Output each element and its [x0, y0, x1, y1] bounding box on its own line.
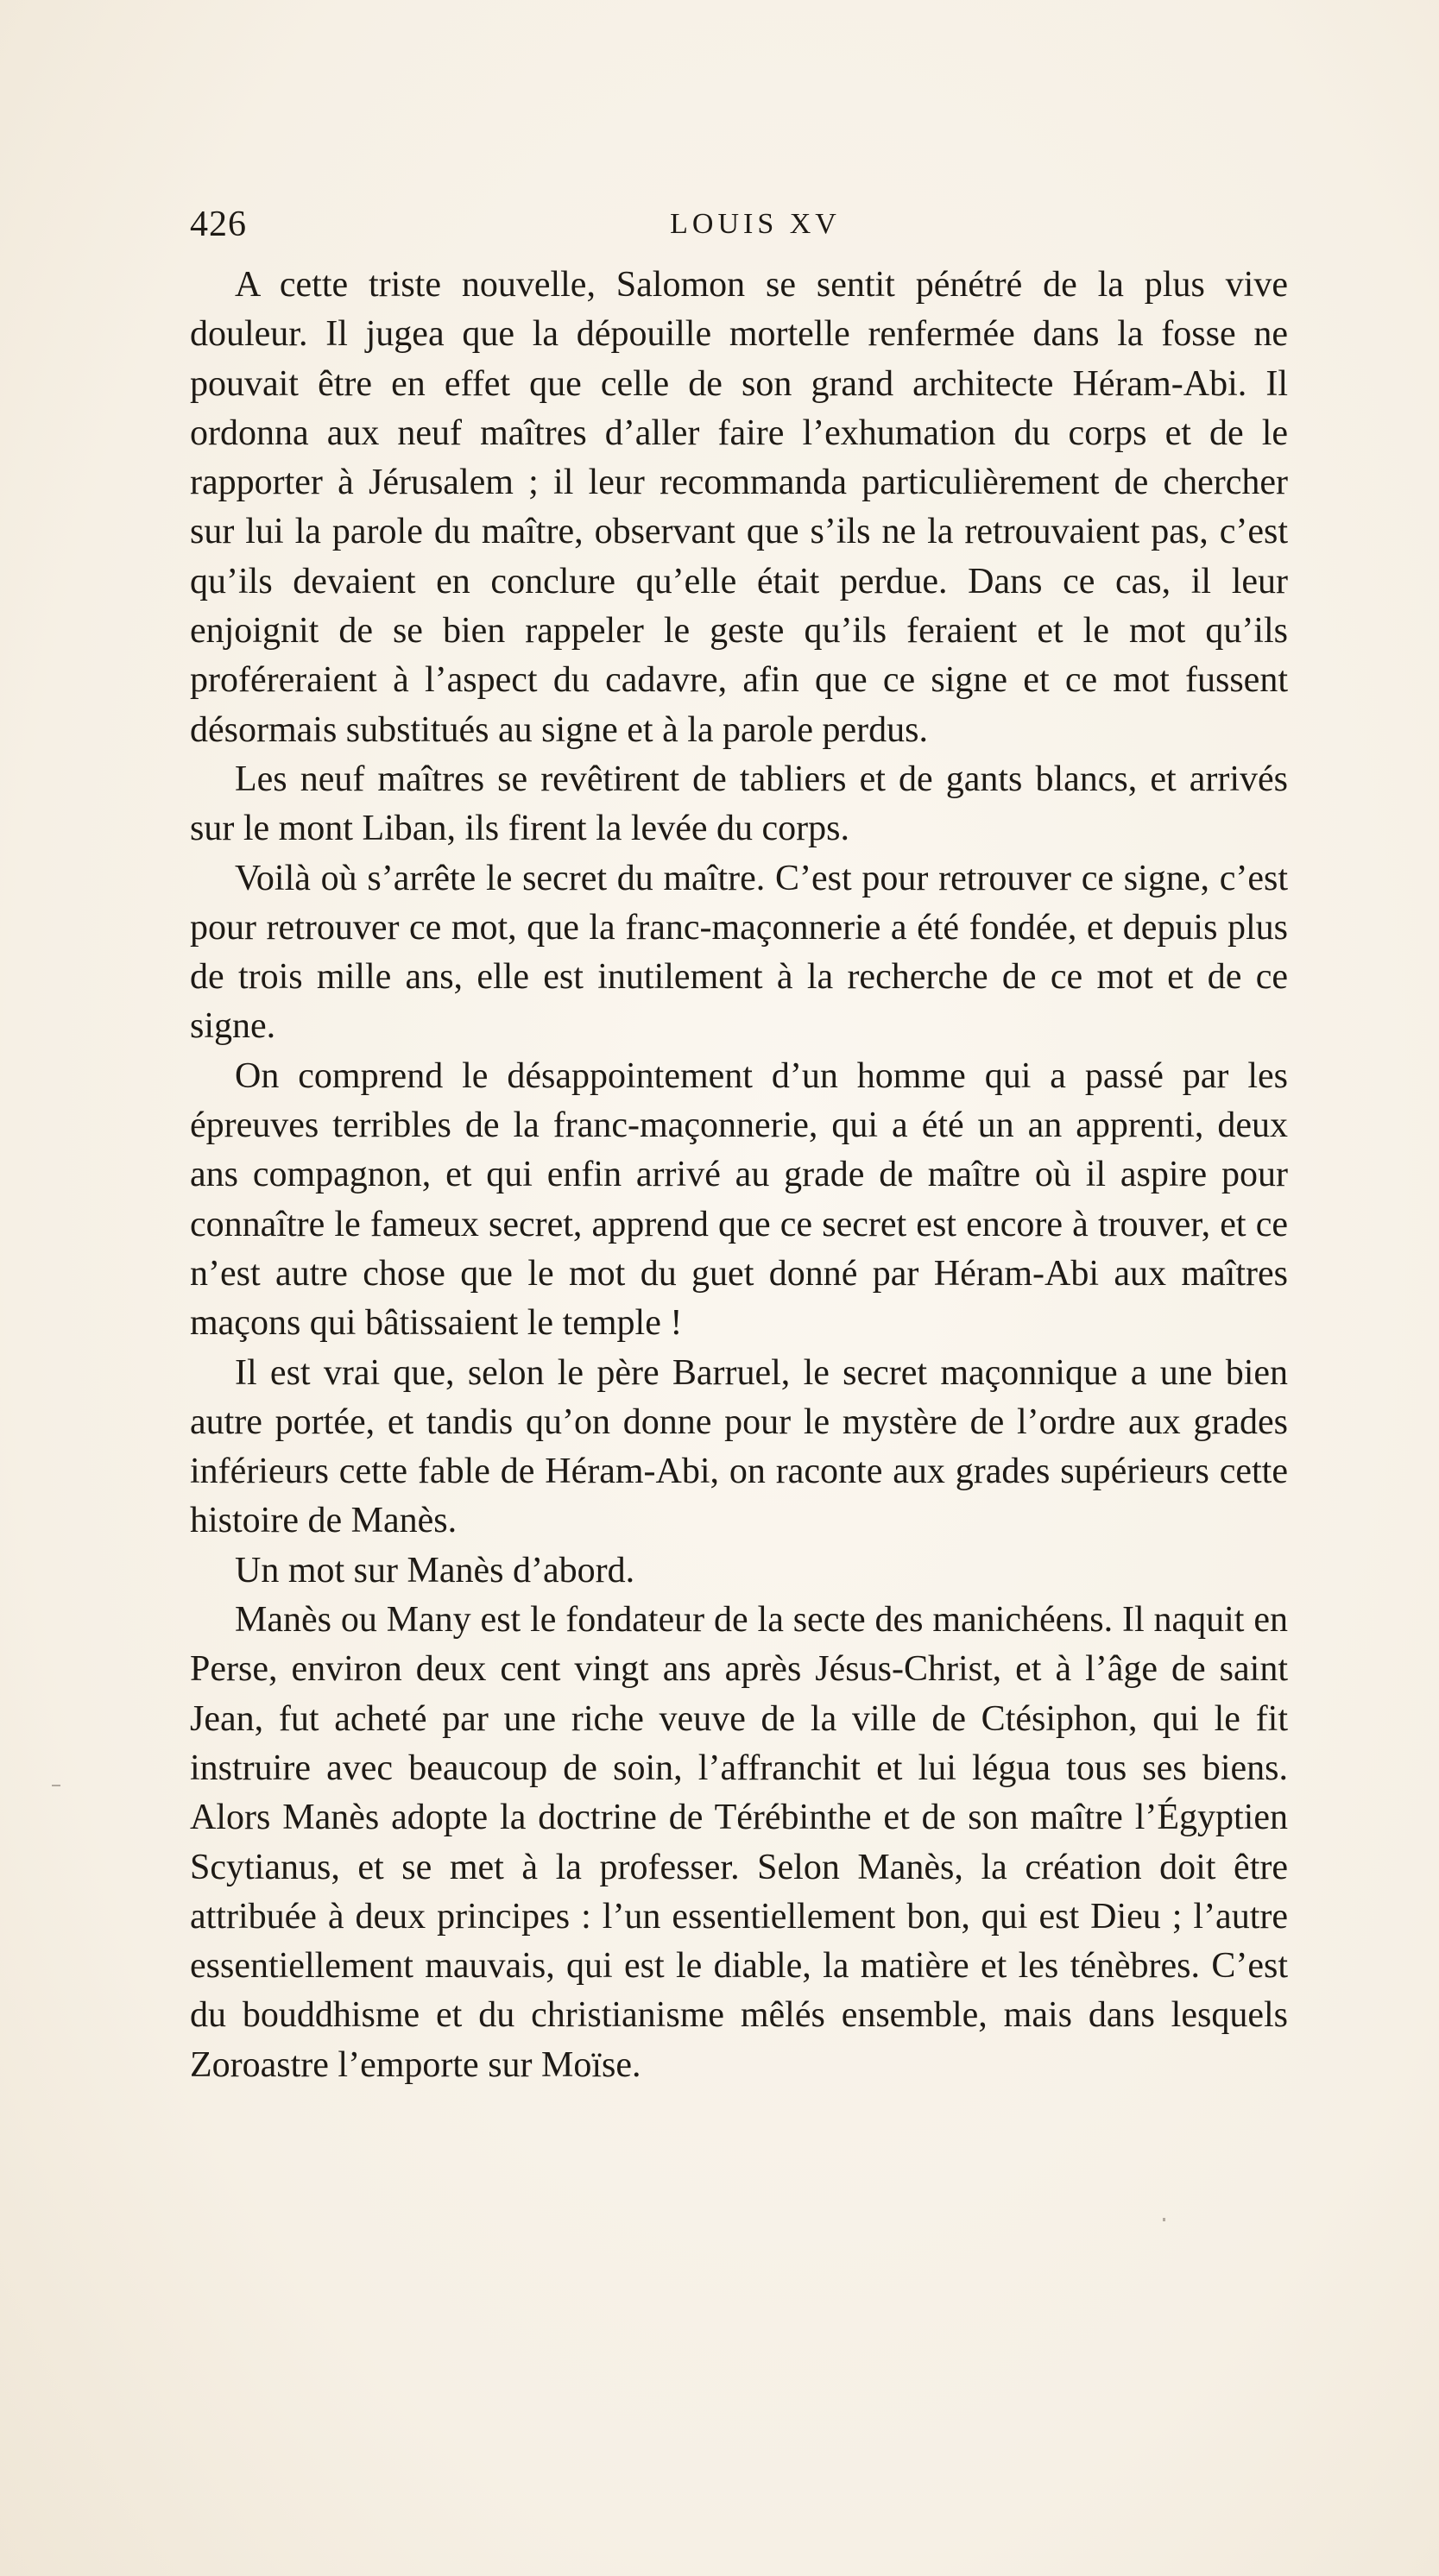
margin-speck — [1163, 2218, 1165, 2221]
paragraph: Manès ou Many est le fondateur de la secte des manichéens. Il naquit en Perse, environ deux cent vingt ans après Jésus-Christ, et à l’âge de saint Jean, fut acheté par une riche veuve de la ville de Ctésiphon, qui le fit instruire avec beaucoup de soin, l’affranchit et lui légua tous ses biens. Alors Manès adopte la doctrine de Térébinthe et de son maître l’Égyptien Scytianus, et se met à la professer. Selon Manès, la création doit être attribuée à deux principes : l’un essentiellement bon, qui est Dieu ; l’autre essentiellement mauvais, qui est le diable, la matière et les ténèbres. C’est du bouddhisme et du christianisme mêlés ensemble, mais dans lesquels Zoroastre l’emporte sur Moïse. — [190, 1600, 1288, 2085]
paragraph: Voilà où s’arrête le secret du maître. C’est pour retrouver ce signe, c’est pour retrouver ce mot, que la franc-maçonnerie a été fondée, et depuis plus de trois mille ans, elle est inutilement à la recherche de ce mot et de ce signe. — [190, 858, 1288, 1047]
paragraph: Les neuf maîtres se revêtirent de tabliers et de gants blancs, et arrivés sur le mont Liban, ils firent la levée du corps. — [190, 759, 1288, 849]
margin-speck — [52, 1785, 60, 1786]
running-head: LOUIS XV — [670, 208, 841, 240]
paragraph: On comprend le désappointement d’un homme qui a passé par les épreuves terribles de la franc-maçonnerie, qui a été un an apprenti, deux ans compagnon, et qui enfin arrivé au grade de maître où il aspire pour connaître le fameux secret, apprend que ce secret est encore à trouver, et ce n’est autre chose que le mot du guet donné par Héram-Abi aux maîtres maçons qui bâtissaient le temple ! — [190, 1055, 1288, 1344]
page-number: 426 — [190, 205, 247, 244]
paragraph: Un mot sur Manès d’abord. — [235, 1550, 635, 1590]
paragraph: A cette triste nouvelle, Salomon se sentit pénétré de la plus vive douleur. Il jugea que la dépouille mortelle renfermée dans la fosse ne pouvait être en effet que celle de son grand architecte Héram-Abi. Il ordonna aux neuf maîtres d’aller faire l’exhumation du corps et de le rapporter à Jérusalem ; il leur recommanda particulièrement de chercher sur lui la parole du maître, observant que s’ils ne la retrouvaient pas, c’est qu’ils devaient en conclure qu’elle était perdue. Dans ce cas, il leur enjoignit de se bien rappeler le geste qu’ils feraient et le mot qu’ils proféreraient à l’aspect du cadavre, afin que ce signe et ce mot fussent désormais substitués au signe et à la parole perdus. — [190, 265, 1288, 750]
paragraph: Il est vrai que, selon le père Barruel, le secret maçonnique a une bien autre portée, et tandis qu’on donne pour le mystère de l’ordre aux grades inférieurs cette fable de Héram-Abi, on raconte aux grades supérieurs cette histoire de Manès. — [190, 1352, 1288, 1541]
page-header — [190, 200, 1286, 249]
body-text — [190, 261, 1288, 2090]
